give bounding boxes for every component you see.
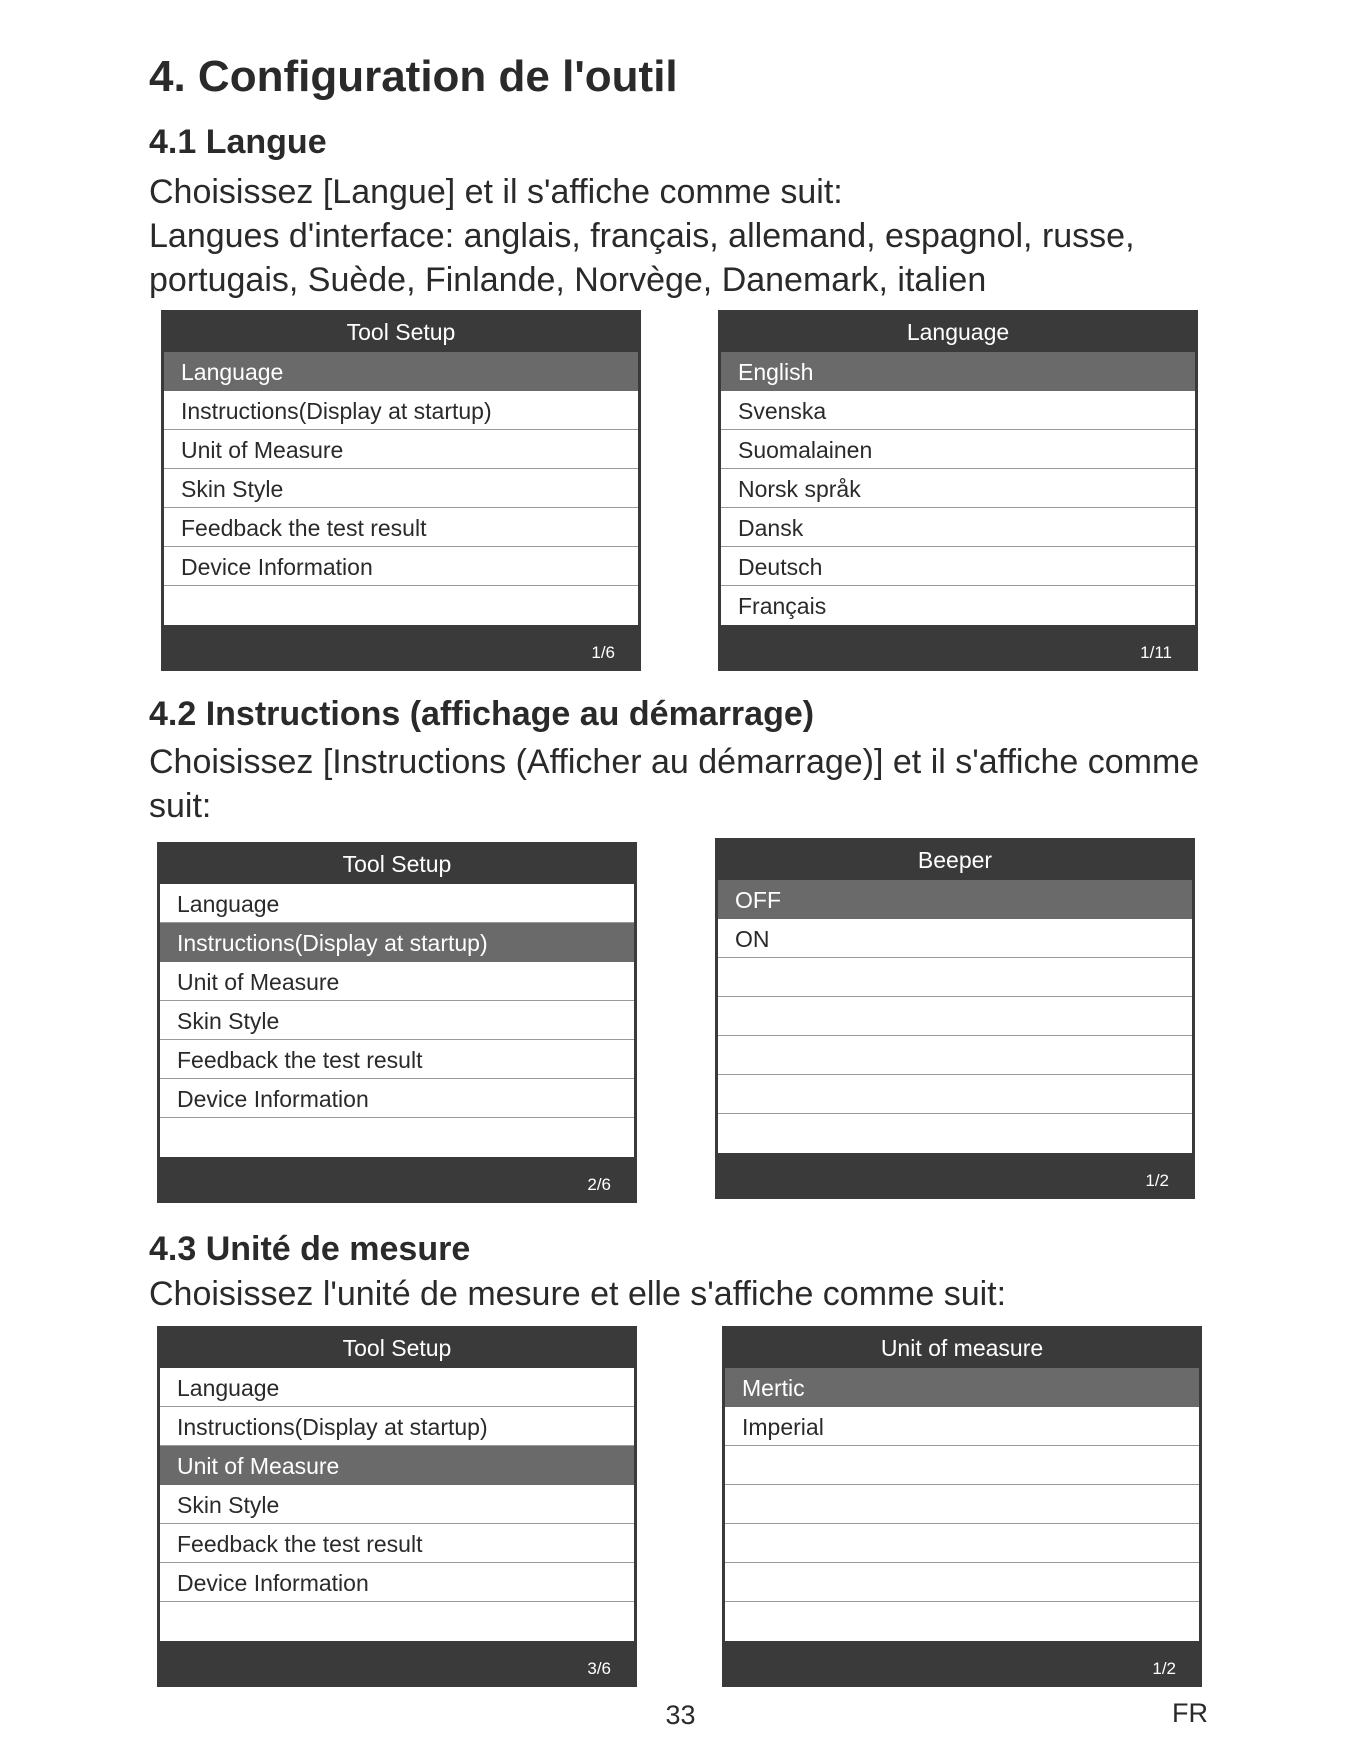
menu-list — [718, 880, 1192, 1153]
language-option-english[interactable]: English — [721, 352, 1195, 391]
tool-setup-screen-1 — [161, 310, 641, 671]
screen-title: Unit of measure — [880, 1335, 1044, 1361]
beeper-option-off[interactable]: OFF — [718, 880, 1192, 919]
language-option-francais[interactable]: Français — [738, 593, 827, 619]
menu-item-feedback[interactable]: Feedback the test result — [160, 1524, 634, 1563]
page-indicator: 2/6 — [587, 1175, 611, 1194]
page-indicator: 1/2 — [1152, 1659, 1176, 1678]
page-indicator: 1/6 — [591, 643, 615, 662]
menu-item-skin-style[interactable]: Skin Style — [164, 469, 638, 508]
screen-title: Language — [906, 319, 1010, 345]
tool-setup-screen-3 — [157, 1326, 637, 1687]
menu-item-unit-of-measure[interactable]: Unit of Measure — [164, 430, 638, 469]
menu-item-feedback[interactable]: Feedback the test result — [164, 508, 638, 547]
menu-item-empty — [725, 1563, 1199, 1602]
menu-item-empty — [160, 1118, 634, 1157]
menu-item-empty — [725, 1446, 1199, 1485]
language-code: FR — [1172, 1698, 1208, 1728]
page-indicator: 1/11 — [1140, 643, 1172, 662]
menu-item-empty — [718, 1036, 1192, 1075]
menu-item-device-information[interactable]: Device Information — [160, 1079, 634, 1118]
language-option-dansk[interactable]: Dansk — [721, 508, 1195, 547]
section-title-instructions: 4.2 Instructions (affichage au démarrage) — [149, 695, 815, 733]
page-number: 33 — [665, 1700, 696, 1730]
screen-title: Tool Setup — [342, 1335, 452, 1361]
menu-item-empty — [160, 1602, 634, 1641]
menu-item-empty — [164, 586, 638, 625]
section-text-unit: Choisissez l'unité de mesure et elle s'affiche comme suit: — [149, 1275, 1007, 1313]
unit-of-measure-screen — [722, 1326, 1202, 1687]
menu-item-skin-style[interactable]: Skin Style — [160, 1485, 634, 1524]
section-text-langue-2: Langues d'interface: anglais, français, allemand, espagnol, russe, portugais, Suède, Finlande, Norvège, Danemark, italien — [149, 217, 1135, 299]
menu-item-language[interactable]: Language — [160, 884, 634, 923]
language-option-suomalainen[interactable]: Suomalainen — [721, 430, 1195, 469]
section-title-langue: 4.1 Langue — [149, 123, 327, 161]
menu-list — [721, 352, 1195, 625]
screen-title: Tool Setup — [346, 319, 456, 345]
menu-item-language[interactable]: Language — [160, 1368, 634, 1407]
unit-option-imperial[interactable]: Imperial — [725, 1407, 1199, 1446]
menu-item-instructions[interactable]: Instructions(Display at startup) — [160, 1407, 634, 1446]
menu-item-empty — [718, 1075, 1192, 1114]
menu-item-instructions[interactable]: Instructions(Display at startup) — [160, 923, 634, 962]
screen-title: Tool Setup — [342, 851, 452, 877]
language-option-norsk[interactable]: Norsk språk — [721, 469, 1195, 508]
section-title-unit: 4.3 Unité de mesure — [149, 1230, 471, 1268]
page-indicator: 1/2 — [1145, 1171, 1169, 1190]
menu-item-device-information[interactable]: Device Information — [164, 547, 638, 586]
menu-item-empty — [718, 1114, 1192, 1153]
menu-list — [164, 352, 638, 625]
unit-option-metric[interactable]: Mertic — [725, 1368, 1199, 1407]
menu-item-unit-of-measure[interactable]: Unit of Measure — [160, 962, 634, 1001]
menu-item-skin-style[interactable]: Skin Style — [160, 1001, 634, 1040]
section-text-instructions: Choisissez [Instructions (Afficher au démarrage)] et il s'affiche comme suit: — [149, 743, 1200, 825]
menu-item-empty — [725, 1524, 1199, 1563]
section-text-langue-1: Choisissez [Langue] et il s'affiche comme suit: — [149, 173, 843, 211]
screen-title: Beeper — [917, 847, 993, 873]
menu-list — [160, 884, 634, 1157]
menu-item-empty — [718, 958, 1192, 997]
menu-item-unit-of-measure[interactable]: Unit of Measure — [160, 1446, 634, 1485]
language-option-svenska[interactable]: Svenska — [721, 391, 1195, 430]
beeper-option-on[interactable]: ON — [718, 919, 1192, 958]
menu-item-empty — [725, 1485, 1199, 1524]
menu-item-language[interactable]: Language — [164, 352, 638, 391]
menu-item-device-information[interactable]: Device Information — [160, 1563, 634, 1602]
menu-list — [160, 1368, 634, 1641]
tool-setup-screen-2 — [157, 842, 637, 1203]
beeper-screen — [715, 838, 1195, 1199]
menu-item-empty — [725, 1602, 1199, 1641]
menu-item-feedback[interactable]: Feedback the test result — [160, 1040, 634, 1079]
menu-item-instructions[interactable]: Instructions(Display at startup) — [164, 391, 638, 430]
language-option-deutsch[interactable]: Deutsch — [721, 547, 1195, 586]
language-screen — [718, 310, 1198, 671]
page-indicator: 3/6 — [587, 1659, 611, 1678]
page-heading: 4. Configuration de l'outil — [149, 52, 678, 101]
menu-item-empty — [718, 997, 1192, 1036]
menu-list — [725, 1368, 1199, 1641]
